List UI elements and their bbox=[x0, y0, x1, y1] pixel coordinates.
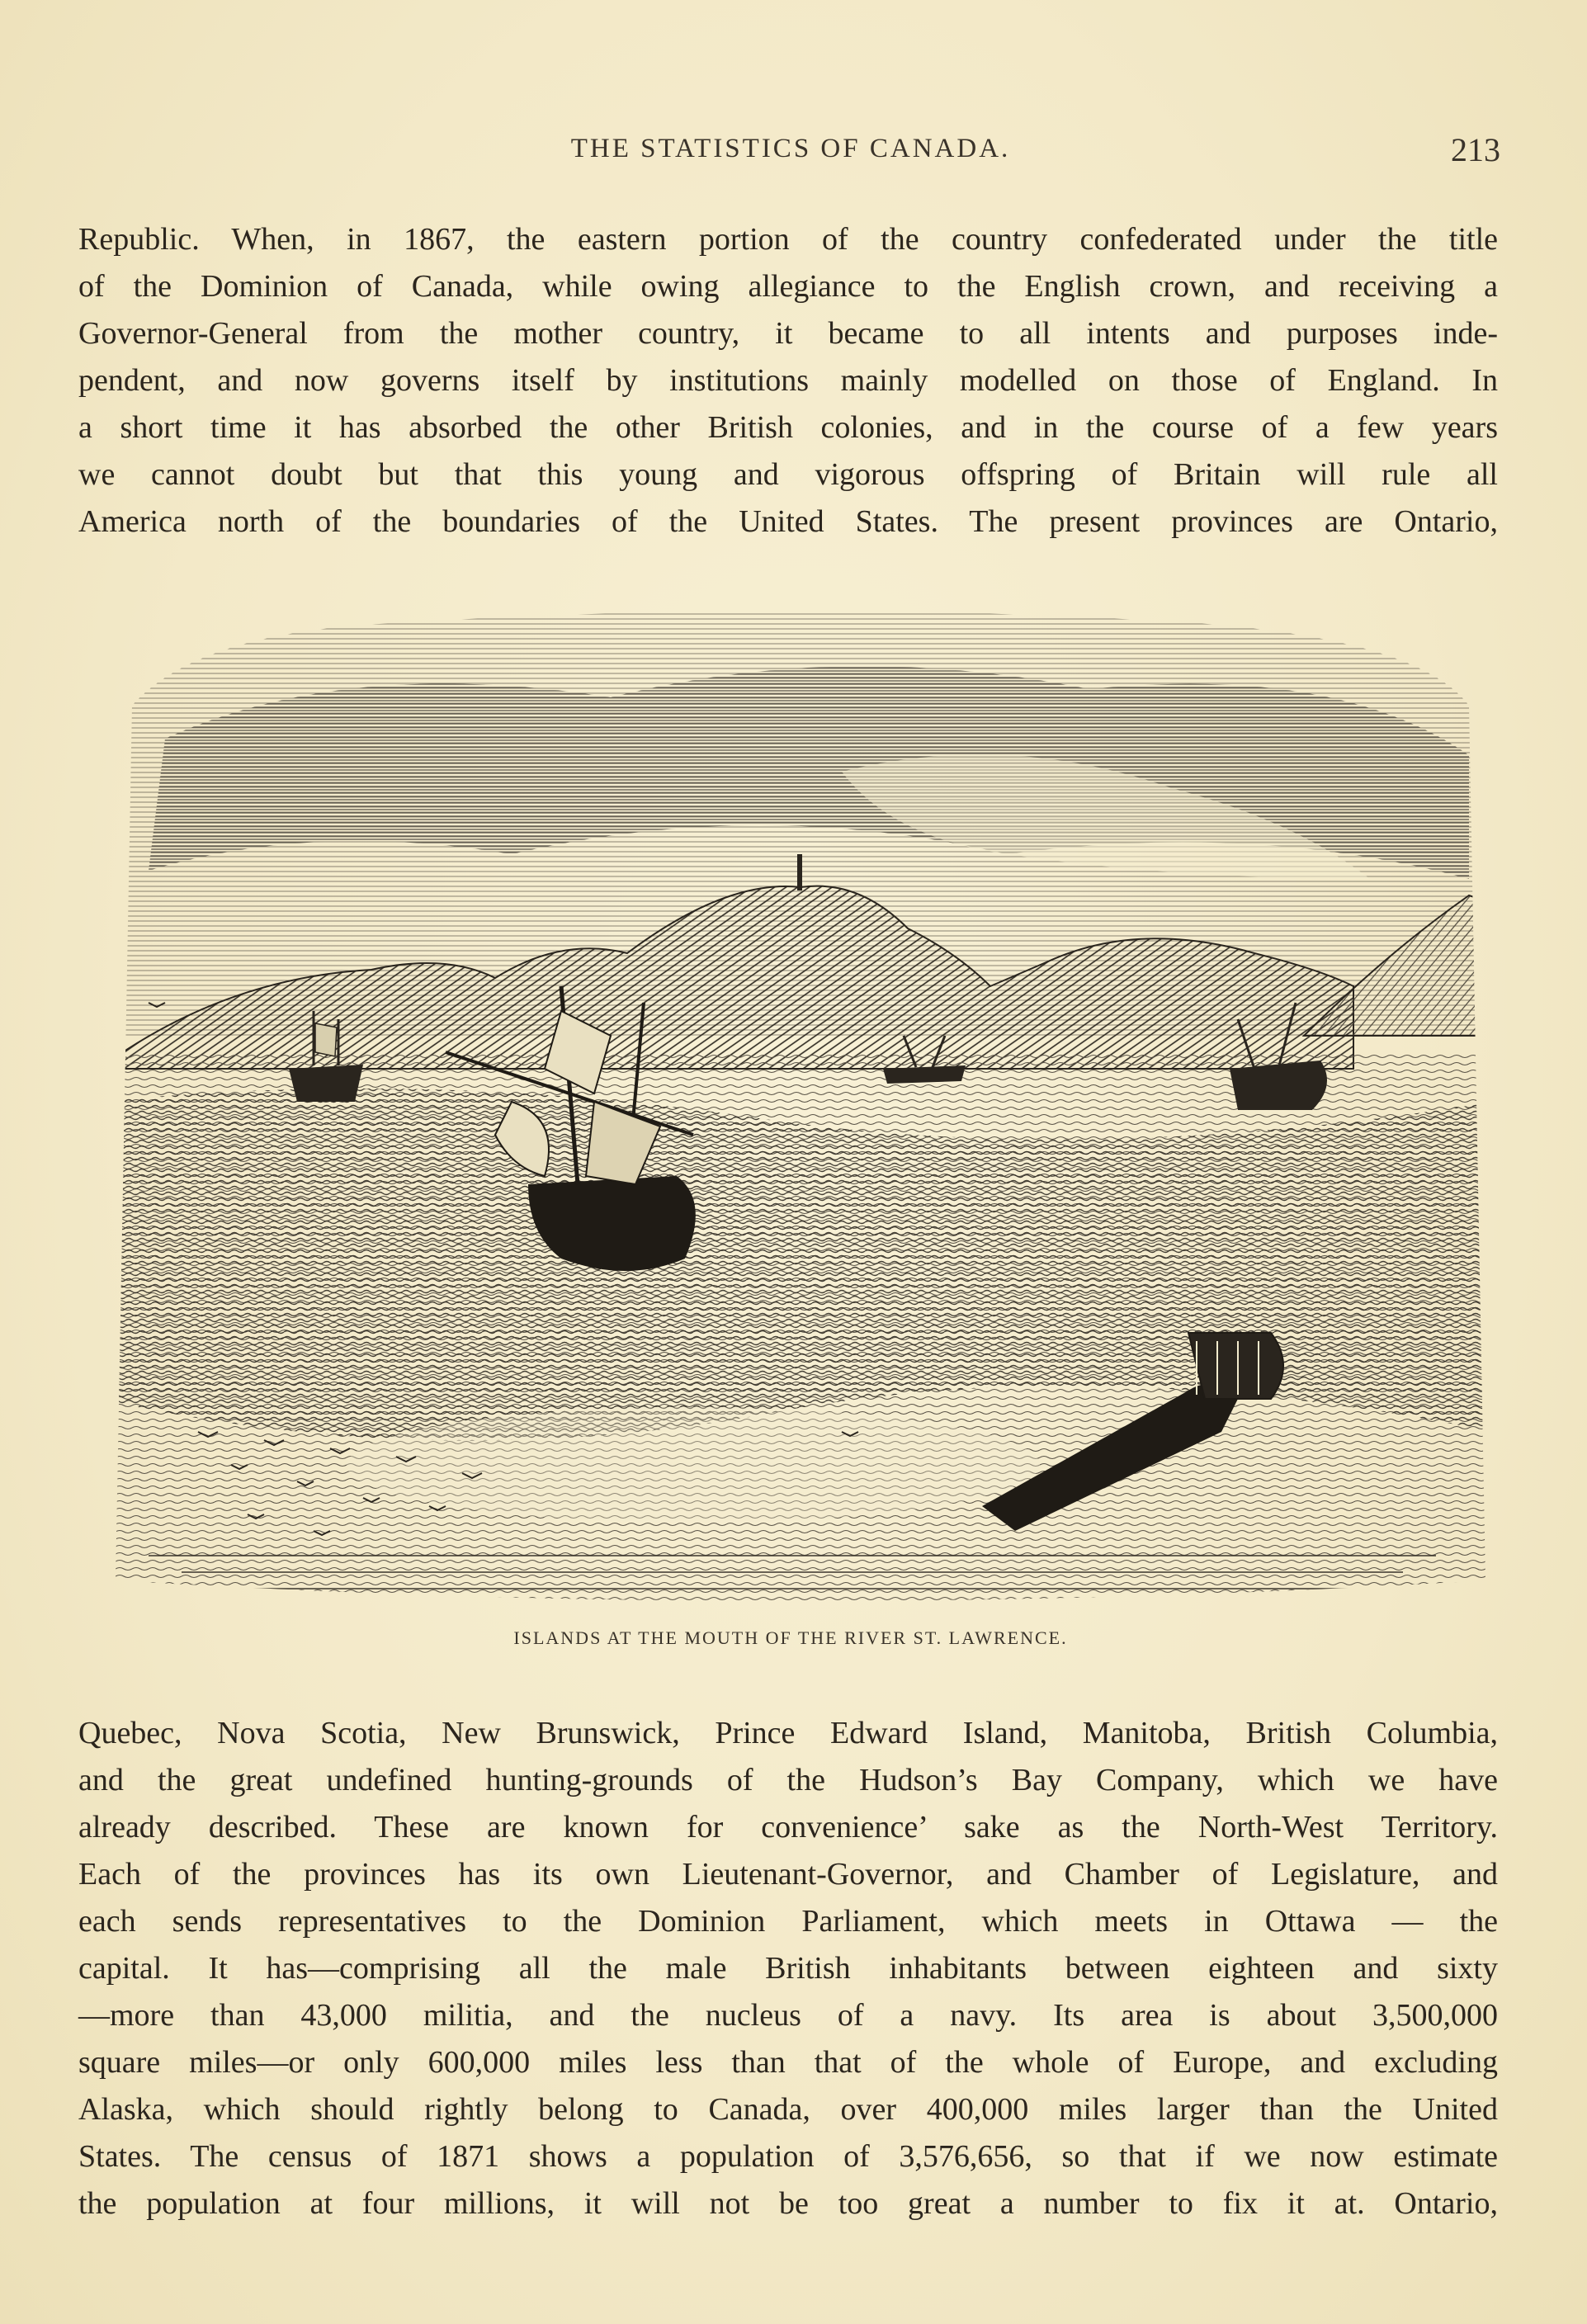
text-line: each sends representatives to the Dominion Parliament, which meets in Ottawa — the bbox=[78, 1904, 1498, 1939]
running-head bbox=[81, 131, 1500, 175]
text-line: square miles—or only 600,000 miles less than that of the whole of Europe, and excluding bbox=[78, 2045, 1498, 2080]
text-line: —more than 43,000 militia, and the nucleus of a navy. Its area is about 3,500,000 bbox=[78, 1998, 1498, 2033]
paragraph-top bbox=[78, 216, 1498, 546]
text-line: we cannot doubt but that this young and vigorous offspring of Britain will rule all bbox=[78, 457, 1498, 492]
text-line: capital. It has—comprising all the male British inhabitants between eighteen and sixty bbox=[78, 1951, 1498, 1986]
water-light-reflection bbox=[347, 1407, 1040, 1523]
text-line: a short time it has absorbed the other British colonies, and in the course of a few years bbox=[78, 410, 1498, 445]
text-line: the population at four millions, it will not be too great a number to fix it at. Ontario, bbox=[78, 2186, 1498, 2221]
text-line: States. The census of 1871 shows a population of 3,576,656, so that if we now estimate bbox=[78, 2139, 1498, 2174]
text-line: and the great undefined hunting-grounds of the Hudson’s Bay Company, which we have bbox=[78, 1763, 1498, 1797]
waves-dark bbox=[99, 1089, 1494, 1441]
paragraph-bottom bbox=[78, 1710, 1498, 2227]
text-line: Each of the provinces has its own Lieutenant-Governor, and Chamber of Legislature, and bbox=[78, 1857, 1498, 1892]
text-line: already described. These are known for convenience’ sake as the North-West Territory. bbox=[78, 1810, 1498, 1845]
text-line: America north of the boundaries of the United States. The present provinces are Ontario, bbox=[78, 504, 1498, 539]
engraving-islands-st-lawrence bbox=[99, 607, 1494, 1622]
engraving-scene bbox=[99, 607, 1494, 1622]
text-line: of the Dominion of Canada, while owing allegiance to the English crown, and receiving a bbox=[78, 269, 1498, 304]
running-title: THE STATISTICS OF CANADA. bbox=[570, 134, 1011, 163]
text-line: Governor-General from the mother country, it became to all intents and purposes inde- bbox=[78, 316, 1498, 351]
text-line: Quebec, Nova Scotia, New Brunswick, Prince Edward Island, Manitoba, British Columbia, bbox=[78, 1716, 1498, 1750]
illustration-caption: ISLANDS AT THE MOUTH OF THE RIVER ST. LAWRENCE. bbox=[513, 1627, 1068, 1648]
text-line: Alaska, which should rightly belong to Canada, over 400,000 miles larger than the United bbox=[78, 2092, 1498, 2127]
page-number: 213 bbox=[1451, 131, 1500, 168]
text-line: Republic. When, in 1867, the eastern portion of the country confederated under the title bbox=[78, 222, 1498, 257]
text-line: pendent, and now governs itself by institutions mainly modelled on those of England. In bbox=[78, 363, 1498, 398]
